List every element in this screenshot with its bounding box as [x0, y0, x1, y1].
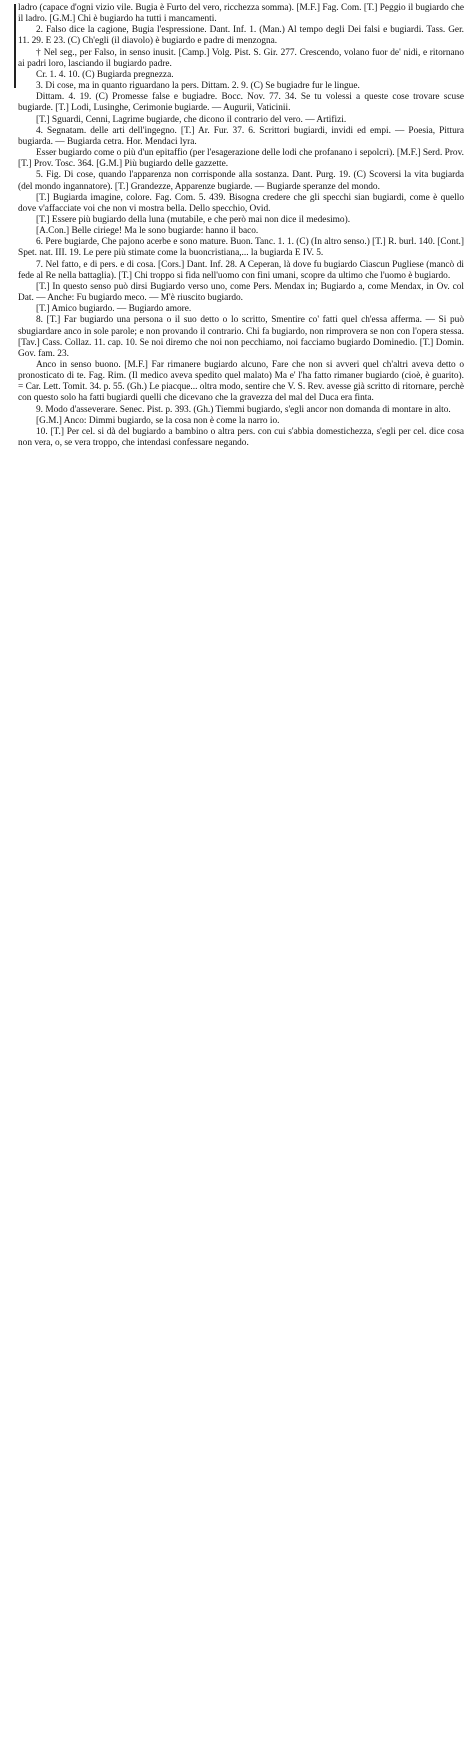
sense-3-paragraph: 3. Di cose, ma in quanto riguardano la pers. Dittam. 2. 9. (C) Se bugiadre fur le lingue. [36, 81, 360, 92]
sense-9-paragraph: 9. Modo d'asseverare. Senec. Pist. p. 393. (Gh.) Tiemmi bugiardo, s'egli ancor non domanda di montare in alto. [36, 404, 451, 415]
entry-paragraph: ladro (capace d'ogni vizio vile. Bugia è Furto del vero, ricchezza somma). [M.F.] Fag. Com. [T.] Peggio il bugiardo che il ladro. [G.M.] Chi è bugiardo ha tutti i mancamenti. [18, 3, 464, 25]
entry-paragraph: [T.] Sguardi, Cenni, Lagrime bugiarde, che dicono il contrario del vero. — Artifizi. [36, 114, 347, 125]
entry-paragraph: [A.Con.] Belle ciriege! Ma le sono bugiarde: hanno il baco. [36, 226, 259, 237]
sense-6-paragraph: 6. Pere bugiarde, Che pajono acerbe e sono mature. Buon. Tanc. 1. 1. (C) (In altro senso.) [T.] R. burl. 140. [Cont.] Spet. nat. III. 19. Le pere più stimate come la buoncristiana,... la bugiarda E IV. 5. [18, 237, 464, 259]
sense-2-paragraph: 2. Falso dice la cagione, Bugia l'espressione. Dant. Inf. 1. (Man.) Al tempo degli Dei falsi e bugiardi. Tass. Ger. 11. 29. E 23. (C) Ch'egli (il diavolo) è bugiardo e padre di menzogna. [18, 25, 464, 47]
entry-paragraph: Esser bugiardo come o più d'un epitaffio (per l'esagerazione delle lodi che profanano i sepolcri). [M.F.] Serd. Prov. [T.] Prov. Tosc. 364. [G.M.] Più bugiardo delle gazzette. [18, 148, 464, 170]
entry-paragraph: † Nel seg., per Falso, in senso inusit. [Camp.] Volg. Pist. S. Gir. 277. Crescendo, volano fuor de' nidi, e ritornano ai padri loro, lasciando il bugiardo padre. [18, 47, 464, 69]
entry-paragraph: [T.] Bugiarda imagine, colore. Fag. Com. 5. 439. Bisogna credere che gli specchi sian bugiardi, come è quello dove v'affacciate voi che non vi mostra bella. Dello specchio, Ovid. [18, 192, 464, 214]
entry-paragraph: [T.] Essere più bugiardo della luna (mutabile, e che però mai non dice il medesimo). [36, 214, 351, 225]
sense-4-paragraph: 4. Segnatam. delle arti dell'ingegno. [T.] Ar. Fur. 37. 6. Scrittori bugiardi, invidi ed empi. — Poesia, Pittura bugiarda. — Bugiarda cetra. Hor. Mendaci lyra. [18, 125, 464, 147]
sense-10-paragraph: 10. [T.] Per cel. si dà del bugiardo a bambino o altra pers. con cui s'abbia domestichezza, s'egli per cel. dice cosa non vera, o, se vera troppo, che intendasi confessare negando. [18, 426, 464, 449]
sense-8-paragraph: 8. [T.] Far bugiardo una persona o il suo detto o lo scritto, Smentire co' fatti quel ch'essa afferma. — Si può sbugiardare anco in sole parole; e non provando il contrario. Chi fa bugiardo, non rimprovera se non con l'opera stessa. [Tav.] Cass. Collaz. 11. cap. 10. Se noi diremo che noi non pecchiamo, noi facciamo bugiardo Dominedio. [T.] Domin. Gov. fam. 23. [18, 315, 464, 359]
entry-paragraph: Cr. 1. 4. 10. (C) Bugiarda pregnezza. [36, 69, 174, 80]
sense-5-paragraph: 5. Fig. Di cose, quando l'apparenza non corrisponde alla sostanza. Dant. Purg. 19. (C) Scoversi la vita bugiarda (del mondo ingannatore). [T.] Grandezze, Apparenze bugiarde. — Bugiarde speranze del mondo. [18, 170, 464, 192]
entry-paragraph: Anco in senso buono. [M.F.] Far rimanere bugiardo alcuno, Fare che non si avveri quel ch'altri aveva detto o pronosticato di te. Fag. Rim. (Il medico aveva spedito quel malato) Ma e' l'ha fatto rimaner bugiardo (cioè, è guarito). = Car. Lett. Tomit. 34. p. 55. (Gh.) Le piacque... oltra modo, sentire che V. S. Rev. avesse già scritto di ritornare, perchè con questo solo ha fatti bugiardi quelli che dicevano che la gravezza del mal del Duca era finta. [18, 360, 464, 404]
entry-paragraph: [G.M.] Anco: Dimmi bugiardo, se la cosa non è come la narro io. [36, 415, 280, 426]
sense-7-paragraph: 7. Nel fatto, e di pers. e di cosa. [Cors.] Dant. Inf. 28. A Ceperan, là dove fu bugiardo Ciascun Pugliese (mancò di fede al Re nella battaglia). [T.] Chi troppo si fida nell'uomo con fini umani, scopre da ultimo che l'uomo è bugiardo. [18, 259, 464, 281]
entry-paragraph: Dittam. 4. 19. (C) Promesse false e bugiadre. Bocc. Nov. 77. 34. Se tu volessi a queste cose trovare scuse bugiarde. [T.] Lodi, Lusinghe, Cerimonie bugiarde. — Augurii, Vaticinii. [18, 92, 464, 114]
margin-rule [14, 4, 16, 88]
entry-paragraph: [T.] Amico bugiardo. — Bugiardo amore. [36, 304, 192, 315]
entry-paragraph: [T.] In questo senso può dirsi Bugiardo verso uno, come Pers. Mendax in; Bugiardo a, come Mendax, in Ov. col Dat. — Anche: Fu bugiardo meco. — M'è riuscito bugiardo. [18, 281, 464, 304]
